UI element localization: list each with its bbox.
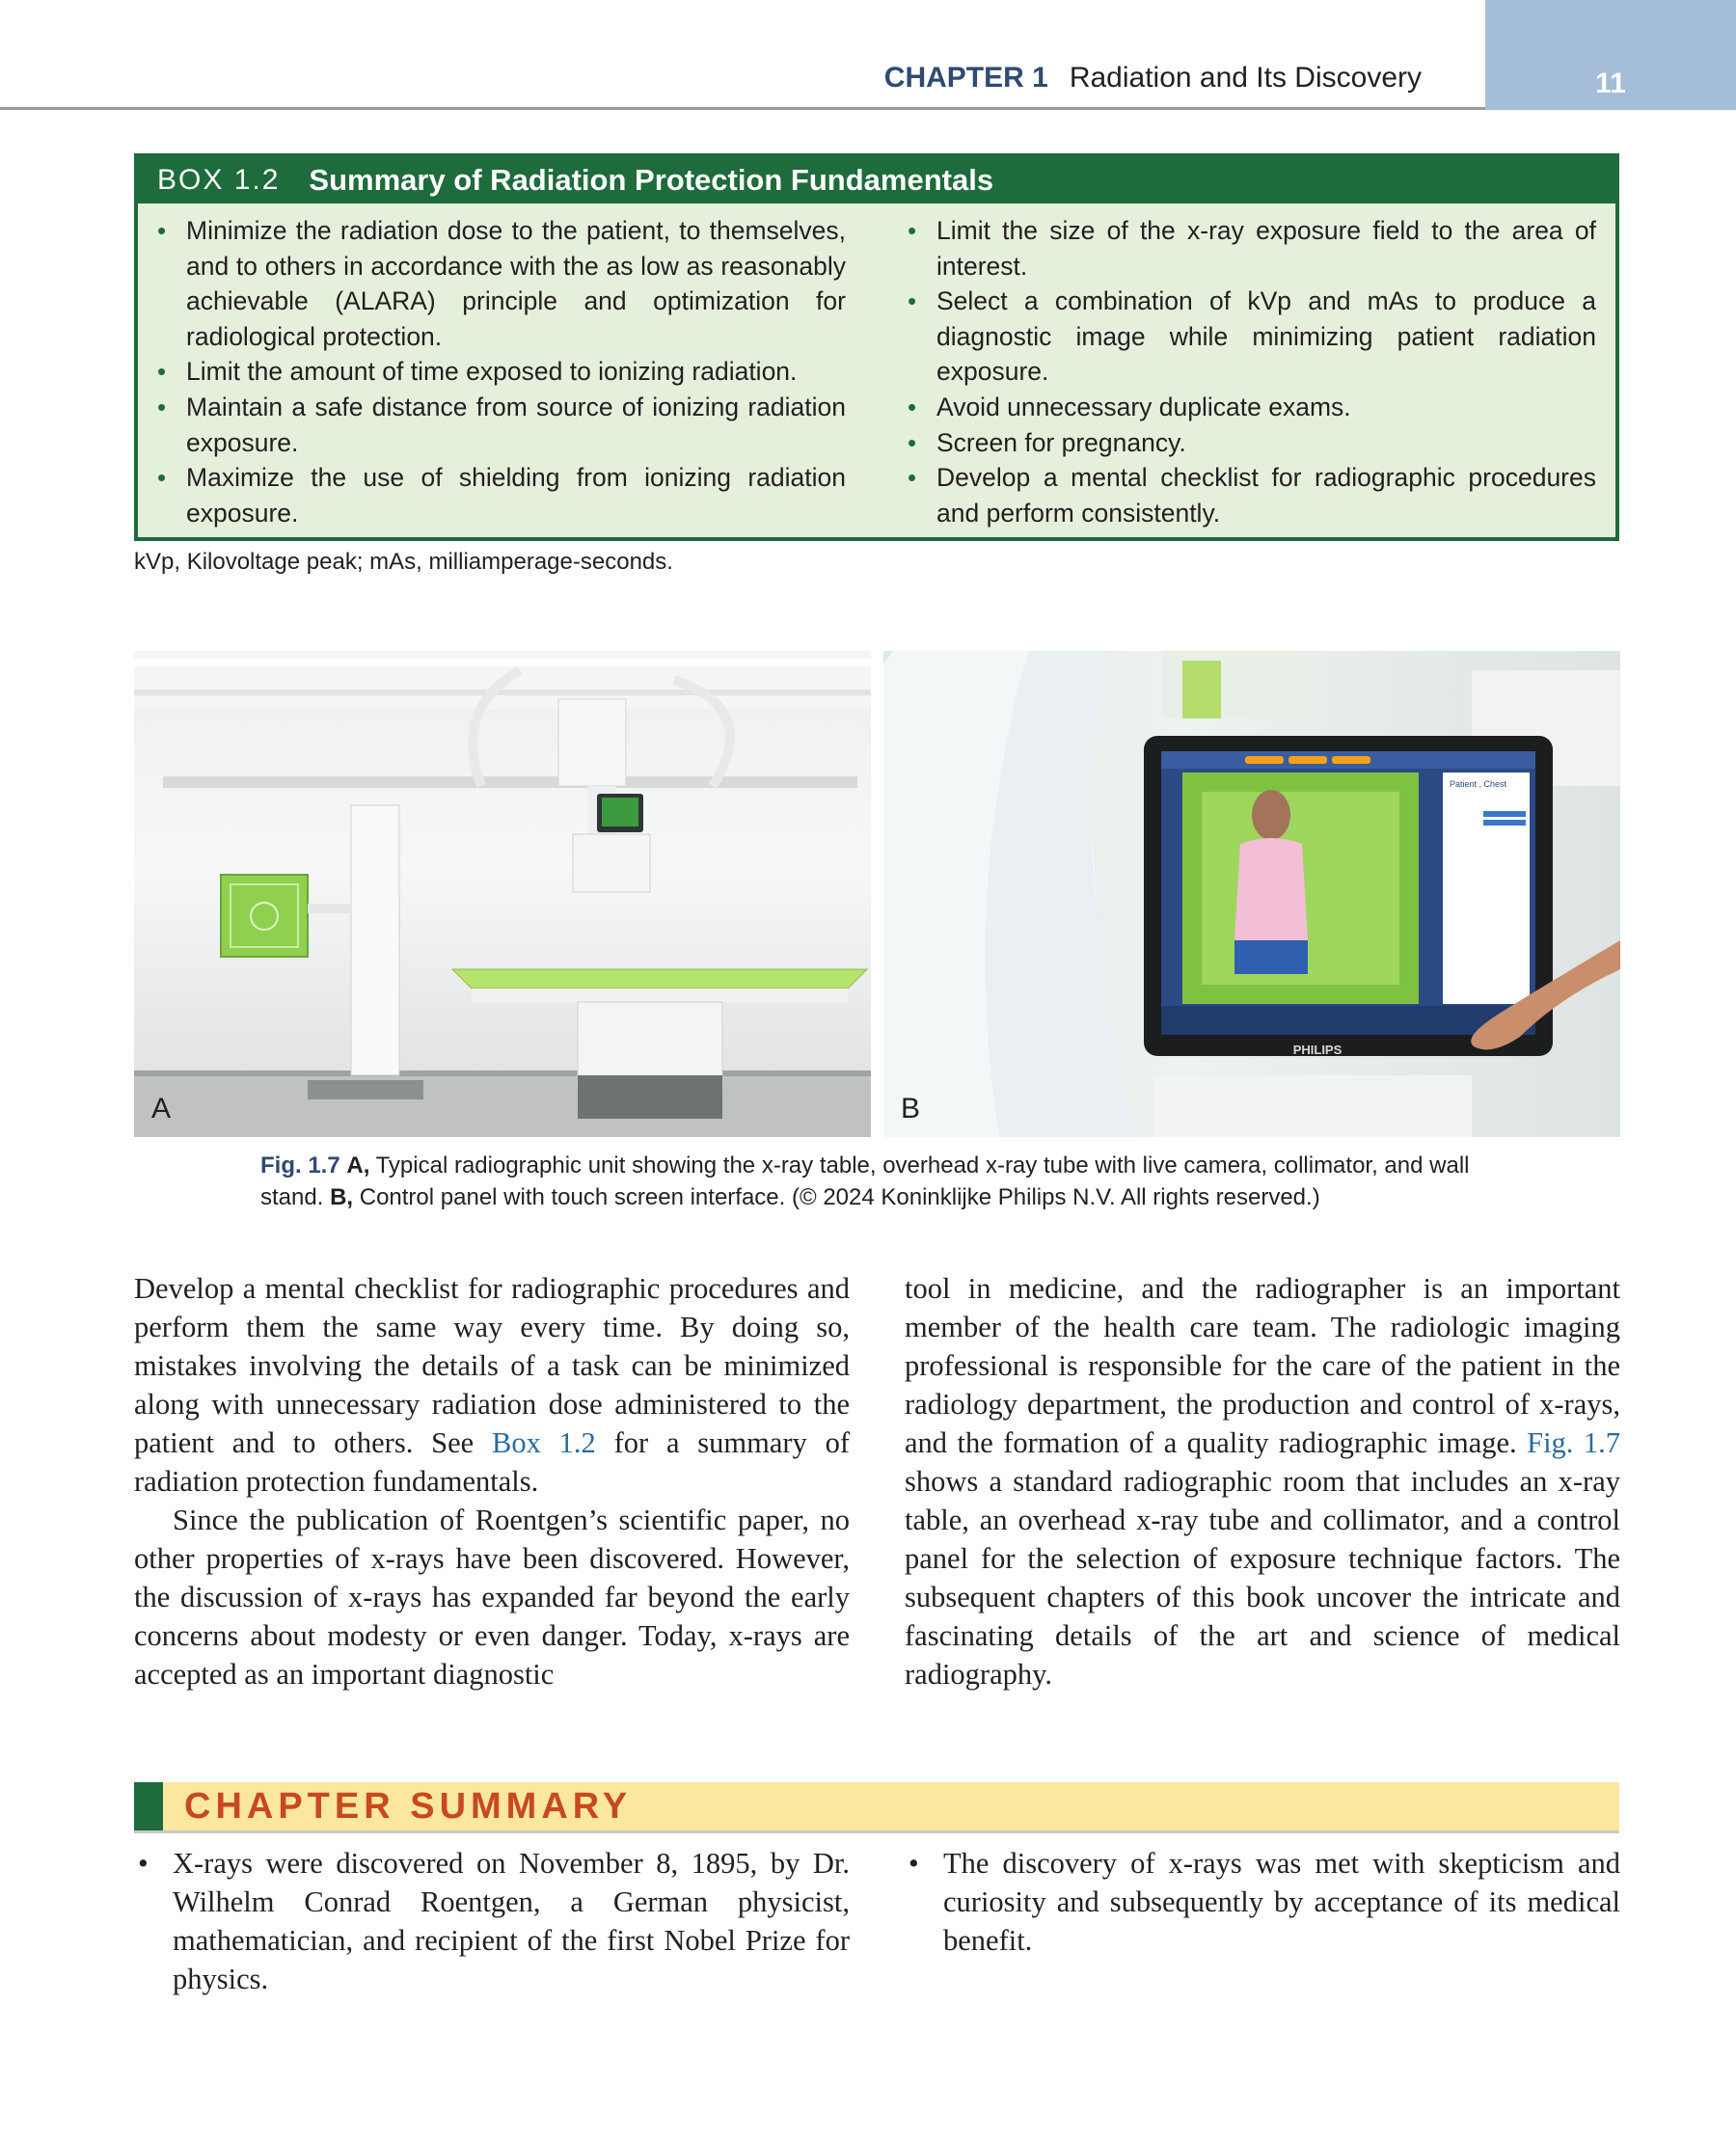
- box-item: • Screen for pregnancy.: [906, 425, 1596, 461]
- box-title: Summary of Radiation Protection Fundamentals: [309, 163, 994, 197]
- body-paragraph: [905, 1269, 1620, 1694]
- photo-control-panel: [883, 651, 1620, 1137]
- summary-column-left: [134, 1844, 850, 1998]
- photo-radiographic-room: [134, 651, 871, 1137]
- page-number: 11: [1595, 68, 1626, 99]
- monitor-patient-label: Patient , Chest: [1450, 779, 1507, 789]
- box-item: • Select a combination of kVp and mAs to produce a diagnostic image while minimizing patient radiation exposure.: [906, 284, 1596, 390]
- control-panel-illustration: [883, 651, 1620, 1137]
- figure-caption: [260, 1150, 1514, 1213]
- summary-accent-bar: [134, 1782, 163, 1830]
- running-header: [0, 0, 1736, 111]
- caption-a-label: A,: [346, 1152, 370, 1179]
- box-column-right: [906, 213, 1596, 530]
- body-paragraph: Since the publication of Roentgen’s scientific paper, no other properties of x-rays have been discovered. However, the discussion of x-rays has expanded far beyond the early concerns about modesty or even danger. Today, x-rays are accepted as an important diagnostic: [134, 1504, 850, 1691]
- caption-b-text: Control panel with touch screen interface. (© 2024 Koninklijke Philips N.V. All rights reserved.): [359, 1184, 1320, 1210]
- box-column-left: [155, 213, 846, 530]
- box-footnote: kVp, Kilovoltage peak; mAs, milliamperage-seconds.: [134, 549, 673, 575]
- monitor-brand: PHILIPS: [1292, 1043, 1343, 1057]
- box-item: • Develop a mental checklist for radiographic procedures and perform consistently.: [906, 460, 1596, 530]
- body-text: shows a standard radiographic room that includes an x-ray table, an overhead x-ray tube and collimator, and a control panel for the selection of exposure technique factors. The subsequent chapters of this book uncover the intricate and fascinating details of the art and science of medical radiography.: [905, 1465, 1620, 1691]
- box-item: • Minimize the radiation dose to the patient, to themselves, and to others in accordance with the as low as reasonably achievable (ALARA) principle and optimization for radiological protection.: [155, 213, 846, 354]
- box-item: • Avoid unnecessary duplicate exams.: [906, 390, 1596, 425]
- body-text: for a summary of radiation protection fundamentals.: [134, 1426, 851, 1498]
- running-head: [884, 62, 1422, 95]
- box-label: BOX 1.2: [157, 164, 281, 196]
- panel-b-label: B: [901, 1093, 921, 1125]
- body-column-right: [905, 1269, 1620, 1694]
- box-item: • Limit the size of the x-ray exposure field to the area of interest.: [906, 213, 1596, 284]
- page-number-tab: [1485, 0, 1736, 110]
- chapter-summary-header: [134, 1782, 1619, 1833]
- box-item: • Limit the amount of time exposed to ionizing radiation.: [155, 354, 846, 390]
- summary-column-right: [905, 1844, 1620, 1960]
- box-header: [138, 157, 1615, 203]
- box-item: • Maximize the use of shielding from ionizing radiation exposure.: [155, 460, 846, 530]
- chapter-label: CHAPTER 1: [883, 62, 1048, 94]
- body-column-left: [134, 1269, 850, 1694]
- caption-a-text: Typical radiographic unit showing the x-ray table, overhead x-ray tube with live camera, collimator, and wall stand.: [260, 1152, 1470, 1210]
- box-reference-link[interactable]: Box 1.2: [491, 1426, 596, 1459]
- figure-reference-link[interactable]: Fig. 1.7: [1527, 1426, 1620, 1459]
- header-rule: [0, 107, 1485, 110]
- summary-item: • X-rays were discovered on November 8, 1895, by Dr. Wilhelm Conrad Roentgen, a German physicist, mathematician, and recipient of the first Nobel Prize for physics.: [134, 1844, 850, 1998]
- body-text: Develop a mental checklist for radiographic procedures and perform them the same way every time. By doing so, mistakes involving the details of a task can be minimized along with unnecessary radiation dose administered to the patient and to others. See: [134, 1272, 850, 1459]
- box-1-2: [134, 153, 1619, 541]
- chapter-title: Radiation and Its Discovery: [1069, 62, 1422, 94]
- panel-a-label: A: [151, 1093, 172, 1125]
- box-item: • Maintain a safe distance from source of ionizing radiation exposure.: [155, 390, 846, 460]
- body-text: tool in medicine, and the radiographer is an important member of the health care team. The radiologic imaging professional is responsible for the care of the patient in the radiology department, the production and control of x-rays, and the formation of a quality radiographic image.: [905, 1272, 1620, 1459]
- figure-label: Fig. 1.7: [260, 1152, 340, 1179]
- caption-b-label: B,: [330, 1184, 354, 1210]
- radiographic-room-illustration: [134, 651, 871, 1137]
- summary-item: • The discovery of x-rays was met with skepticism and curiosity and subsequently by acceptance of its medical benefit.: [905, 1844, 1620, 1960]
- body-paragraph: [134, 1269, 850, 1501]
- chapter-summary-title: CHAPTER SUMMARY: [184, 1786, 633, 1827]
